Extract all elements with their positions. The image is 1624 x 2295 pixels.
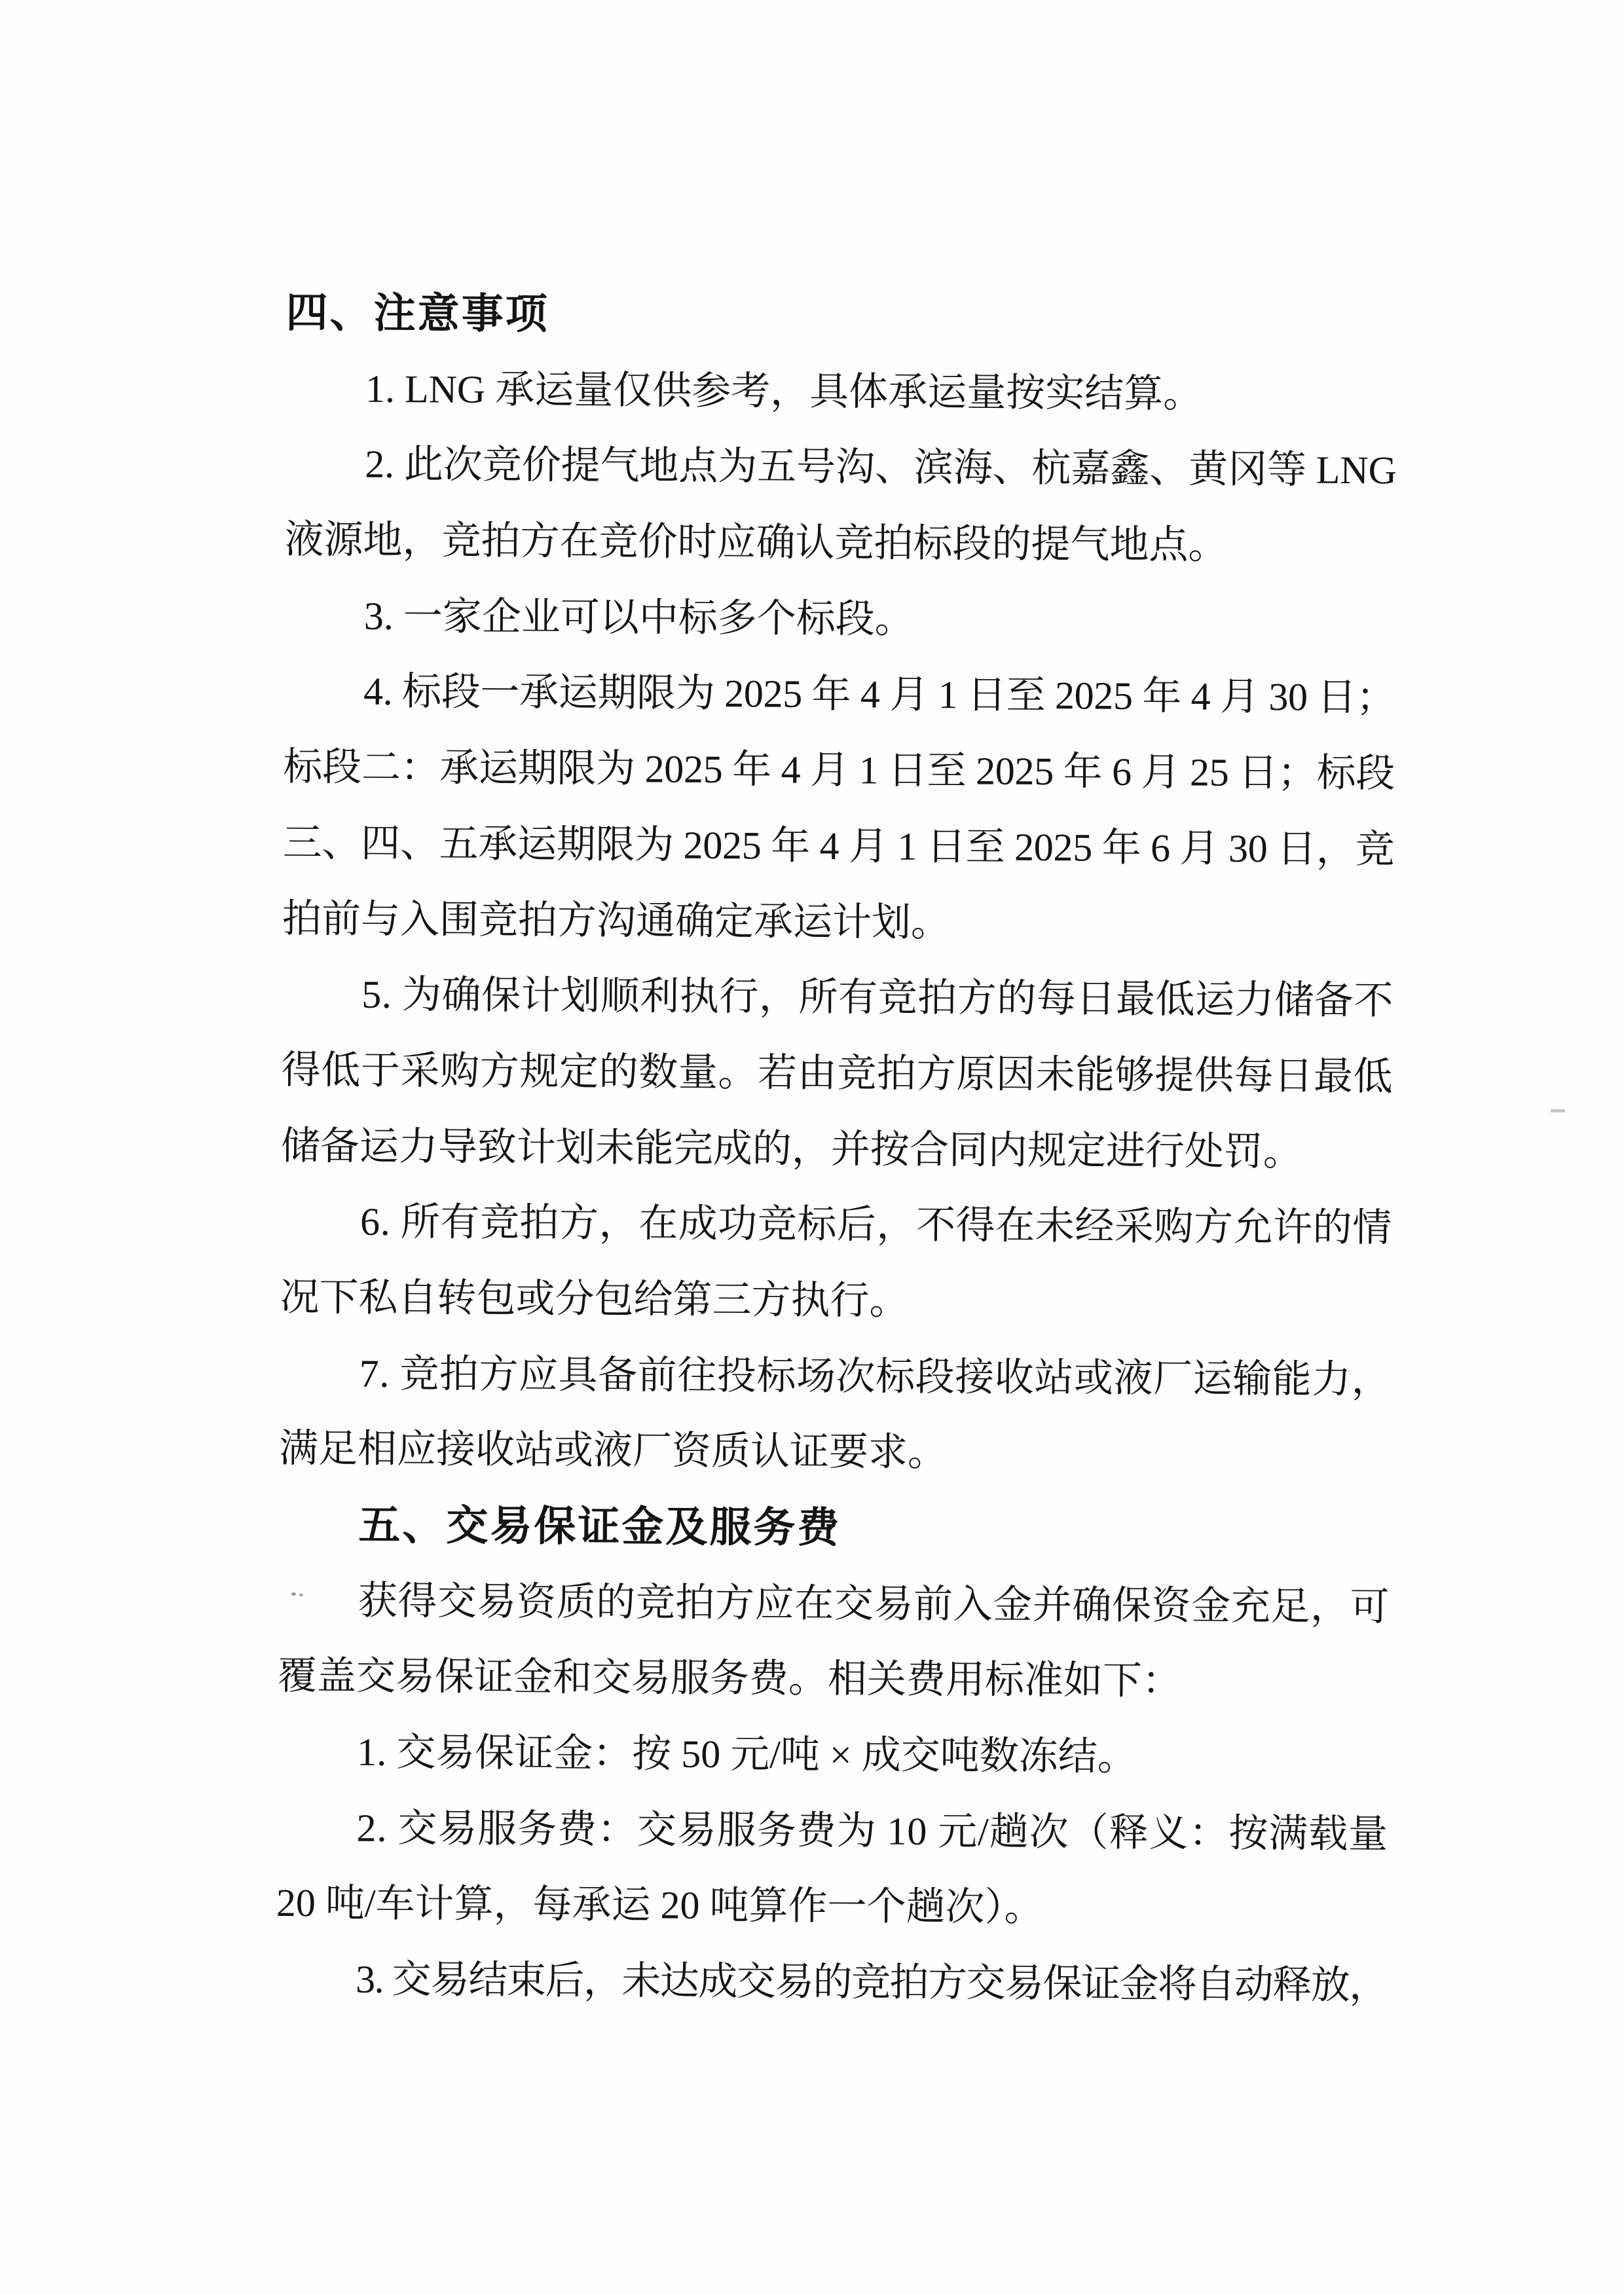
text-line-content: 1. 交易保证金：按 50 元/吨 × 成交吨数冻结。 bbox=[357, 1730, 1137, 1779]
scan-artifact-dot bbox=[291, 1592, 296, 1596]
text-line-content: 2. 此次竞价提气地点为五号沟、滨海、杭嘉鑫、黄冈等 LNG bbox=[365, 443, 1397, 492]
text-line-content: 4. 标段一承运期限为 2025 年 4 月 1 日至 2025 年 4 月 30 日； bbox=[363, 670, 1395, 720]
text-line-content: 满足相应接收站或液厂资质认证要求。 bbox=[278, 1427, 948, 1475]
section-heading bbox=[286, 275, 1398, 358]
text-block bbox=[276, 275, 1398, 2024]
scan-artifact-dash bbox=[1551, 1109, 1565, 1112]
document-body bbox=[276, 275, 1398, 2024]
text-line bbox=[276, 1941, 1388, 2024]
text-line-content: 覆盖交易保证金和交易服务费。相关费用标准如下： bbox=[277, 1654, 1182, 1703]
text-line bbox=[280, 1260, 1392, 1342]
text-line-content: 三、四、五承运期限为 2025 年 4 月 1 日至 2025 年 6 月 30 日，竞 bbox=[282, 820, 1395, 872]
text-line-content: 3. 一家企业可以中标多个标段。 bbox=[363, 594, 915, 641]
text-line-content: 标段二：承运期限为 2025 年 4 月 1 日至 2025 年 6 月 25 日；标段 bbox=[283, 745, 1395, 796]
text-line-content: 储备运力导致计划未能完成的，并按合同内规定进行处罚。 bbox=[280, 1124, 1303, 1174]
text-line bbox=[285, 426, 1397, 509]
text-line-content: 5. 为确保计划顺利执行，所有竞拍方的每日最低运力储备不 bbox=[361, 972, 1394, 1023]
text-line bbox=[281, 1033, 1393, 1115]
text-line bbox=[277, 1714, 1390, 1797]
text-line-content: 拍前与入围竞拍方沟通确定承运计划。 bbox=[282, 896, 951, 944]
text-line bbox=[284, 653, 1396, 736]
scan-artifact-dot bbox=[299, 1594, 303, 1596]
text-line bbox=[282, 805, 1395, 888]
text-line bbox=[278, 1563, 1390, 1645]
text-line bbox=[279, 1336, 1392, 1418]
text-line bbox=[284, 578, 1396, 661]
text-line bbox=[276, 1790, 1389, 1873]
text-line-content: 3. 交易结束后，未达成交易的竞拍方交易保证金将自动释放， bbox=[355, 1957, 1388, 2008]
text-line bbox=[278, 1638, 1390, 1721]
text-line-content: 况下私自转包或分包给第三方执行。 bbox=[280, 1275, 909, 1323]
text-line-content: 液源地，竞拍方在竞价时应确认竞拍标段的提气地点。 bbox=[284, 518, 1228, 567]
text-line bbox=[283, 729, 1395, 812]
text-line-content: 五、交易保证金及服务费 bbox=[358, 1501, 841, 1552]
text-line-content: 四、注意事项 bbox=[286, 288, 549, 338]
text-line-content: 20 吨/车计算，每承运 20 吨算作一个趟次）。 bbox=[276, 1881, 1044, 1930]
text-line bbox=[282, 881, 1395, 963]
text-line bbox=[286, 351, 1398, 433]
text-line-content: 7. 竞拍方应具备前往投标场次标段接收站或液厂运输能力， bbox=[359, 1351, 1392, 1401]
text-line bbox=[276, 1865, 1388, 1948]
text-line bbox=[284, 502, 1397, 585]
text-line-content: 获得交易资质的竞拍方应在交易前入金并确保资金充足，可 bbox=[358, 1579, 1390, 1629]
section-heading bbox=[278, 1487, 1391, 1570]
text-line-content: 2. 交易服务费：交易服务费为 10 元/趟次（释义：按满载量 bbox=[356, 1806, 1389, 1856]
text-line-content: 1. LNG 承运量仅供参考，具体承运量按实结算。 bbox=[365, 367, 1203, 416]
text-line bbox=[282, 957, 1394, 1039]
text-line bbox=[281, 1109, 1393, 1191]
text-line bbox=[279, 1411, 1392, 1494]
text-line bbox=[280, 1184, 1393, 1266]
text-line-content: 6. 所有竞拍方，在成功竞标后，不得在未经采购方允许的情 bbox=[360, 1200, 1392, 1250]
text-line-content: 得低于采购方规定的数量。若由竞拍方原因未能够提供每日最低 bbox=[281, 1048, 1393, 1099]
